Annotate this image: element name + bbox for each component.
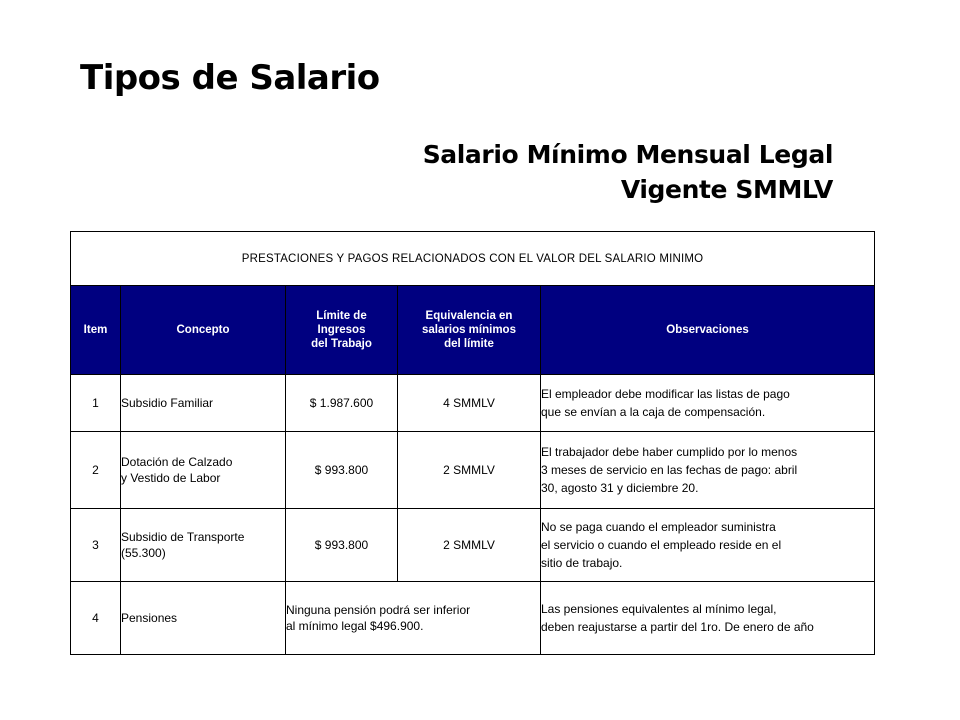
- header-equivalence-line: salarios mínimos: [422, 324, 516, 336]
- header-concept: Concepto: [121, 286, 286, 375]
- cell-limit: $ 993.800: [286, 432, 398, 509]
- cell-limit-equivalence: [286, 582, 541, 655]
- header-equivalence-line: Equivalencia en: [425, 310, 513, 322]
- cell-observations-line: que se envían a la caja de compensación.: [541, 405, 766, 419]
- cell-concept-line: Pensiones: [121, 611, 178, 625]
- cell-equivalence: 2 SMMLV: [398, 432, 541, 509]
- header-limit-line: del Trabajo: [311, 338, 372, 350]
- header-limit-line: Límite de: [316, 310, 367, 322]
- header-observations: Observaciones: [541, 286, 875, 375]
- cell-concept: [121, 509, 286, 582]
- cell-item: 3: [71, 509, 121, 582]
- subtitle-line-2: Vigente SMMLV: [620, 175, 833, 204]
- header-item: Item: [71, 286, 121, 375]
- cell-observations: [541, 432, 875, 509]
- cell-concept-line: Dotación de Calzado: [121, 455, 233, 469]
- cell-observations: [541, 375, 875, 432]
- cell-concept-line: (55.300): [121, 546, 166, 560]
- cell-limit-equivalence-line: Ninguna pensión podrá ser inferior: [286, 603, 471, 617]
- header-limit: [286, 286, 398, 375]
- cell-concept: [121, 432, 286, 509]
- cell-limit-equivalence-line: al mínimo legal $496.900.: [286, 619, 424, 633]
- cell-observations-line: El trabajador debe haber cumplido por lo menos: [541, 445, 798, 459]
- cell-item: 4: [71, 582, 121, 655]
- table-header-row: [71, 286, 875, 375]
- table-row: [71, 582, 875, 655]
- cell-observations-line: No se paga cuando el empleador suministra: [541, 520, 776, 534]
- cell-observations-line: El empleador debe modificar las listas de pago: [541, 387, 790, 401]
- cell-limit: $ 993.800: [286, 509, 398, 582]
- cell-observations-line: 30, agosto 31 y diciembre 20.: [541, 481, 699, 495]
- page-subtitle: [423, 137, 833, 207]
- cell-observations-line: el servicio o cuando el empleado reside en el: [541, 538, 782, 552]
- subtitle-line-1: Salario Mínimo Mensual Legal: [422, 140, 833, 169]
- cell-observations-line: deben reajustarse a partir del 1ro. De enero de año: [541, 620, 814, 634]
- cell-item: 1: [71, 375, 121, 432]
- cell-item: 2: [71, 432, 121, 509]
- table-caption: PRESTACIONES Y PAGOS RELACIONADOS CON EL VALOR DEL SALARIO MINIMO: [71, 232, 875, 286]
- cell-observations: [541, 509, 875, 582]
- table-row: [71, 432, 875, 509]
- header-limit-line: Ingresos: [317, 324, 366, 336]
- table-row: [71, 509, 875, 582]
- header-equivalence: [398, 286, 541, 375]
- cell-concept-line: Subsidio de Transporte: [121, 530, 245, 544]
- salary-benefits-table: [70, 231, 875, 655]
- cell-concept: [121, 375, 286, 432]
- cell-equivalence: 4 SMMLV: [398, 375, 541, 432]
- cell-observations-line: sitio de trabajo.: [541, 556, 623, 570]
- cell-observations-line: 3 meses de servicio en las fechas de pago: abril: [541, 463, 798, 477]
- cell-observations-line: Las pensiones equivalentes al mínimo legal,: [541, 602, 777, 616]
- cell-concept-line: Subsidio Familiar: [121, 396, 214, 410]
- cell-concept: [121, 582, 286, 655]
- page-title: Tipos de Salario: [80, 58, 380, 98]
- table-row: [71, 375, 875, 432]
- table-caption-row: [71, 232, 875, 286]
- cell-concept-line: y Vestido de Labor: [121, 471, 221, 485]
- cell-limit: $ 1.987.600: [286, 375, 398, 432]
- header-equivalence-line: del límite: [444, 338, 494, 350]
- cell-equivalence: 2 SMMLV: [398, 509, 541, 582]
- cell-observations: [541, 582, 875, 655]
